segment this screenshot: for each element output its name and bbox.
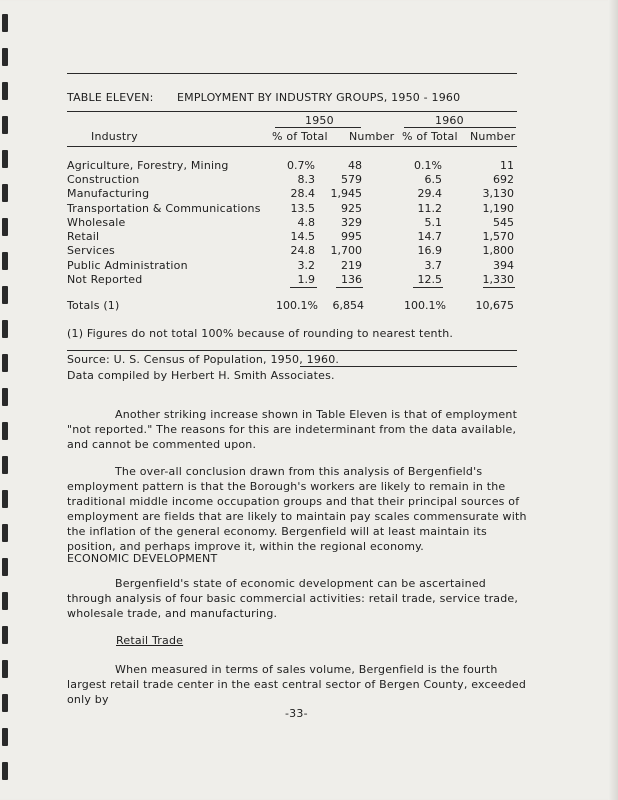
number-1960: 11 — [500, 159, 514, 172]
number-1950: 136 — [341, 273, 362, 286]
number-1960: 1,800 — [482, 244, 514, 257]
totals-number-1960: 10,675 — [475, 299, 514, 312]
source-rule-bottom — [300, 366, 517, 367]
industry-label: Retail — [67, 230, 100, 243]
col-header-number-1950: Number — [349, 130, 395, 143]
number-1950: 329 — [341, 216, 362, 229]
year-1950-rule — [275, 127, 361, 128]
industry-label: Not Reported — [67, 273, 143, 286]
pct-1950: 1.9 — [297, 273, 315, 286]
pct-1950: 28.4 — [290, 187, 315, 200]
industry-label: Construction — [67, 173, 140, 186]
page-number: -33- — [285, 707, 308, 720]
totals-pct-1950: 100.1% — [276, 299, 318, 312]
number-1950: 925 — [341, 202, 362, 215]
number-1950: 219 — [341, 259, 362, 272]
table-top-rule — [67, 73, 517, 74]
pct-1950: 0.7% — [287, 159, 315, 172]
industry-label: Transportation & Communications — [67, 202, 261, 215]
industry-label: Agriculture, Forestry, Mining — [67, 159, 229, 172]
pct-1960: 16.9 — [417, 244, 442, 257]
section-heading-economic-development: ECONOMIC DEVELOPMENT — [67, 552, 218, 565]
pct-1950: 4.8 — [297, 216, 315, 229]
totals-number-1950: 6,854 — [332, 299, 364, 312]
paragraph-economic-development: Bergenfield's state of economic development can be ascertained through analysis of four basic commercial activities: retail trade, service trade, wholesale trade, and manufacturing. — [67, 577, 519, 620]
table-title-label: TABLE ELEVEN: — [67, 91, 154, 104]
pct-1960: 12.5 — [417, 273, 442, 286]
col-header-pct-1960: % of Total — [402, 130, 458, 143]
number-1960: 1,330 — [482, 273, 514, 286]
paragraph-conclusion: The over-all conclusion drawn from this analysis of Bergenfield's employment pattern is that the Borough's workers are likely to remain in the traditional middle income occupation groups and that their principal sources of employment are fields that are likely to maintain pay scales commensurate with the inflation of the general economy. Bergenfield will at least maintain its position, and perhaps improve it, within the regional economy. — [67, 465, 527, 553]
page-edge — [608, 0, 618, 800]
pct-1960: 5.1 — [424, 216, 442, 229]
year-1960-rule — [404, 127, 516, 128]
pct-1950: 24.8 — [290, 244, 315, 257]
col-header-industry: Industry — [91, 130, 138, 143]
number-1960: 545 — [493, 216, 514, 229]
year-1960-header: 1960 — [435, 114, 464, 127]
number-1960: 692 — [493, 173, 514, 186]
pct-1960: 6.5 — [424, 173, 442, 186]
pct-1960: 29.4 — [417, 187, 442, 200]
number-1950: 1,700 — [330, 244, 362, 257]
pct-1950: 3.2 — [297, 259, 315, 272]
pct-1960: 11.2 — [417, 202, 442, 215]
subtotal-rule-number-1960 — [483, 287, 515, 288]
number-1950: 995 — [341, 230, 362, 243]
pct-1950: 14.5 — [290, 230, 315, 243]
subtotal-rule-pct-1950 — [290, 287, 317, 288]
pct-1950: 8.3 — [297, 173, 315, 186]
industry-label: Wholesale — [67, 216, 126, 229]
number-1950: 48 — [348, 159, 362, 172]
table-source: Source: U. S. Census of Population, 1950, 1960. — [67, 353, 340, 366]
totals-pct-1960: 100.1% — [404, 299, 446, 312]
number-1960: 3,130 — [482, 187, 514, 200]
year-1950-header: 1950 — [305, 114, 334, 127]
industry-label: Public Administration — [67, 259, 188, 272]
paragraph-retail-trade: When measured in terms of sales volume, Bergenfield is the fourth largest retail trade center in the east central sector of Bergen County, exceeded only by — [67, 663, 527, 706]
subheading-retail-trade: Retail Trade — [116, 634, 184, 647]
table-footnote: (1) Figures do not total 100% because of rounding to nearest tenth. — [67, 327, 454, 340]
number-1950: 579 — [341, 173, 362, 186]
number-1960: 1,190 — [482, 202, 514, 215]
industry-label: Services — [67, 244, 115, 257]
pct-1950: 13.5 — [290, 202, 315, 215]
col-header-rule — [67, 146, 517, 147]
paragraph-not-reported: Another striking increase shown in Table Eleven is that of employment "not reported." The reasons for this are indeterminant from the data available, and cannot be commented upon. — [67, 408, 518, 451]
pct-1960: 0.1% — [414, 159, 442, 172]
col-header-number-1960: Number — [470, 130, 516, 143]
table-title: EMPLOYMENT BY INDUSTRY GROUPS, 1950 - 1960 — [177, 91, 461, 104]
number-1950: 1,945 — [330, 187, 362, 200]
pct-1960: 3.7 — [424, 259, 442, 272]
totals-label: Totals (1) — [67, 299, 120, 312]
source-rule-top — [67, 350, 517, 351]
table-compiled-by: Data compiled by Herbert H. Smith Associates. — [67, 369, 335, 382]
number-1960: 394 — [493, 259, 514, 272]
number-1960: 1,570 — [482, 230, 514, 243]
subtotal-rule-number-1950 — [336, 287, 363, 288]
industry-label: Manufacturing — [67, 187, 150, 200]
col-header-pct-1950: % of Total — [272, 130, 328, 143]
subtotal-rule-pct-1960 — [413, 287, 443, 288]
pct-1960: 14.7 — [417, 230, 442, 243]
table-header-rule — [67, 111, 517, 112]
